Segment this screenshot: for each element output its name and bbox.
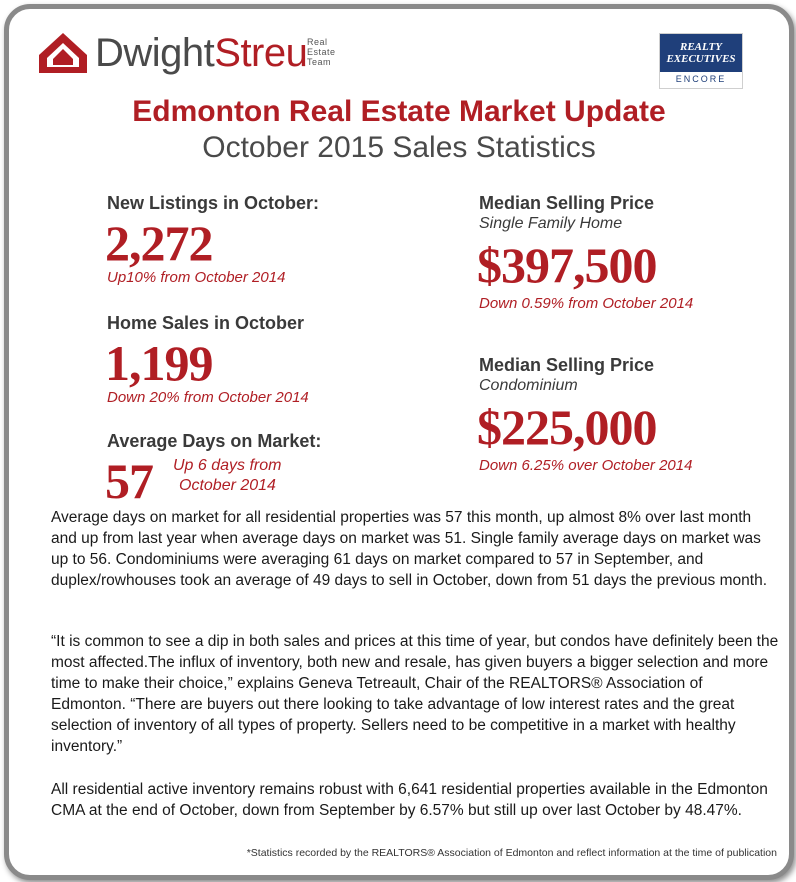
median-condo-label: Median Selling Price	[479, 355, 655, 375]
brand-tagline	[307, 37, 336, 67]
new-listings-value: 2,272	[105, 215, 213, 271]
avg-days-change-line2: October 2014	[179, 477, 276, 494]
tagline-line: Real	[307, 37, 328, 47]
tagline-line: Estate	[307, 47, 336, 57]
home-sales-change: Down 20% from October 2014	[107, 389, 309, 406]
partner-logo-line1: REALTY	[680, 41, 722, 53]
footnote: *Statistics recorded by the REALTORS® Association of Edmonton and reflect information at the time of publication	[246, 847, 777, 859]
avg-days-change-line1: Up 6 days from	[173, 457, 282, 474]
brand-name-second: Streu	[214, 31, 308, 75]
home-sales-label: Home Sales in October	[107, 313, 305, 333]
median-sfh-sublabel: Single Family Home	[479, 215, 623, 232]
flyer-frame	[4, 4, 794, 880]
median-sfh-value: $397,500	[477, 237, 657, 293]
partner-logo-line2: EXECUTIVES	[666, 53, 736, 65]
partner-logo-banner	[660, 34, 742, 72]
tagline-line: Team	[307, 57, 332, 67]
partner-logo-line3: ENCORE	[675, 74, 727, 84]
page-title: Edmonton Real Estate Market Update	[132, 95, 666, 128]
median-sfh-label: Median Selling Price	[479, 193, 655, 213]
new-listings-label: New Listings in October:	[107, 193, 320, 213]
body-paragraph-inventory: All residential active inventory remains robust with 6,641 residential properties available in the Edmonton CMA at the end of October, down from September by 6.57% but still up over last October by 48.47%.	[51, 781, 768, 819]
body-paragraph-quote: “It is common to see a dip in both sales and prices at this time of year, but condos have definitely been the most affected.The influx of inventory, both new and resale, has given buyers a bigger selection and more time to make their choice,” explains Geneva Tetreault, Chair of the REALTORS® Association of Edmonton. “There are buyers out there looking to take advantage of low interest rates and the great selection of inventory of all types of property. Sellers need to be competitive in a market with healthy inventory.”	[51, 633, 779, 755]
avg-days-label: Average Days on Market:	[107, 431, 322, 451]
brand-name-first: Dwight	[95, 31, 215, 75]
home-sales-value: 1,199	[105, 335, 213, 391]
median-sfh-change: Down 0.59% from October 2014	[479, 295, 694, 312]
median-condo-value: $225,000	[477, 399, 657, 455]
brand-logo-text	[95, 29, 307, 77]
median-condo-sublabel: Condominium	[479, 377, 578, 394]
house-logo-icon	[37, 31, 89, 75]
new-listings-change: Up10% from October 2014	[107, 269, 286, 286]
avg-days-value: 57	[105, 453, 153, 509]
partner-logo	[659, 33, 743, 89]
page-subtitle: October 2015 Sales Statistics	[202, 131, 596, 164]
body-paragraph-days-on-market: Average days on market for all residential properties was 57 this month, up almost 8% over last month and up from last year when average days on market was 51. Single family average days on market was up to 56. Condominiums were averaging 61 days on market compared to 57 in September, and duplex/rowhouses took an average of 49 days to sell in October, down from 51 days the previous month.	[51, 509, 767, 589]
median-condo-change: Down 6.25% over October 2014	[479, 457, 693, 474]
